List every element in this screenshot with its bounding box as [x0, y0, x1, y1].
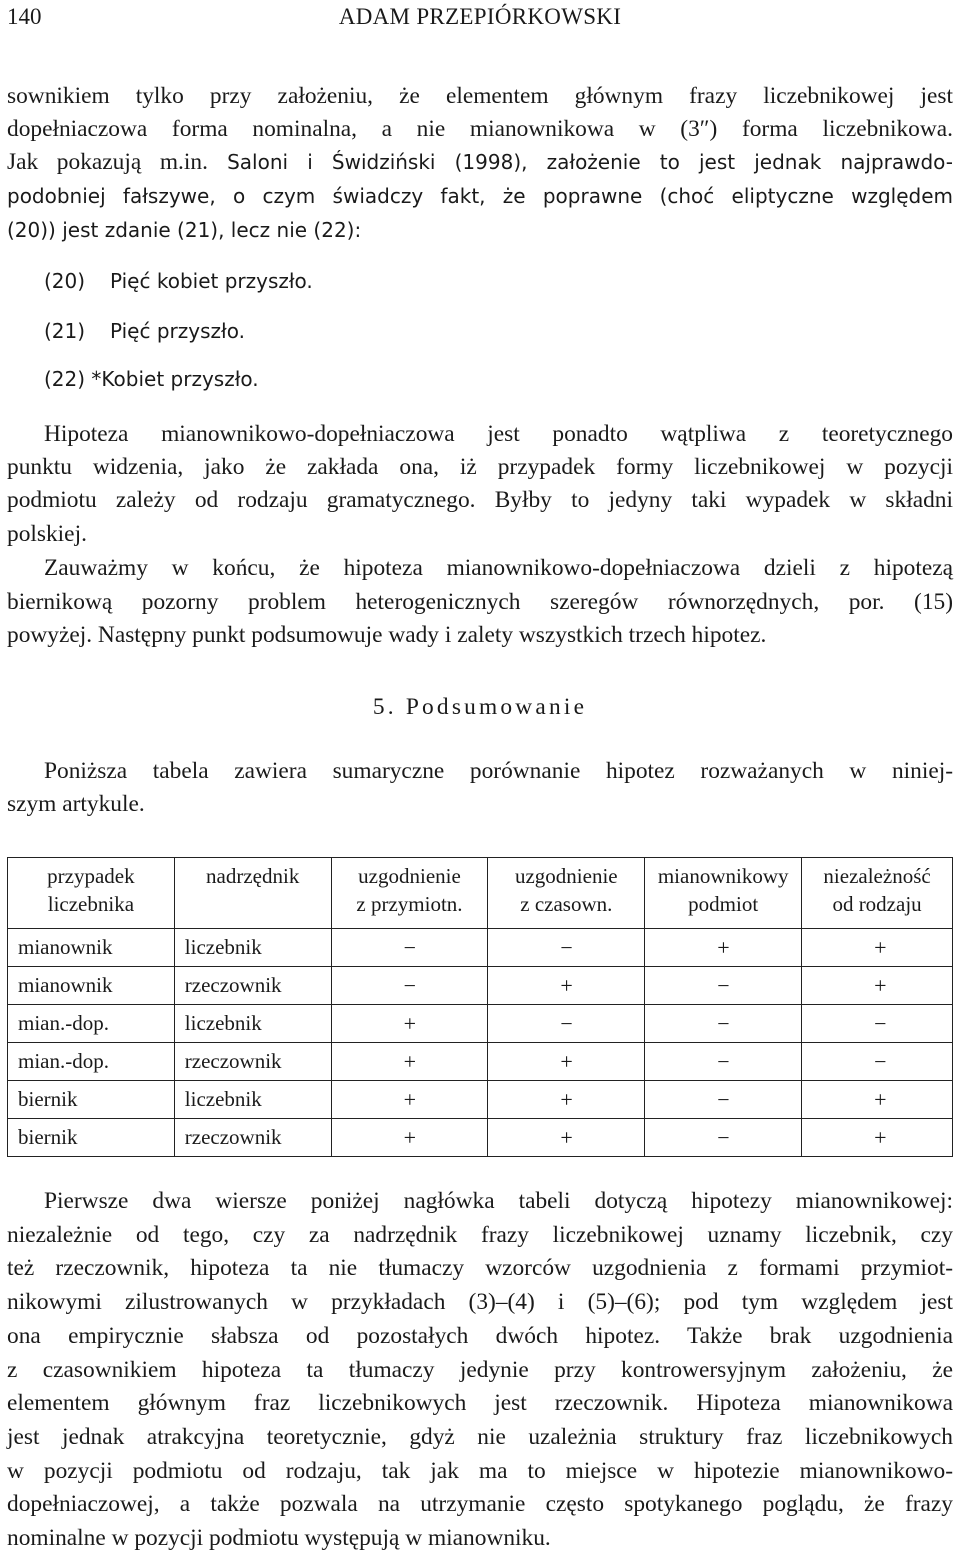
text-line: nikowymi zilustrowanych w przykładach (3)–(4) i (5)–(6); pod tym względem jest [7, 1289, 953, 1315]
running-title: ADAM PRZEPIÓRKOWSKI [338, 4, 622, 29]
table-row [8, 1005, 953, 1043]
table-row [8, 929, 953, 967]
example-text: Pięć kobiet przyszło. [110, 269, 313, 293]
text-line: elementem głównym fraz liczebnikowych jest rzeczownik. Hipoteza mianownikowa [7, 1390, 953, 1416]
text-line: punktu widzenia, jako że zakłada ona, iż przypadek formy liczebnikowej w pozycji [7, 454, 953, 480]
table-cell: − [645, 1081, 802, 1119]
text-line: powyżej. Następny punkt podsumowuje wady i zalety wszystkich trzech hipotez. [7, 622, 767, 648]
comparison-table [7, 857, 953, 1157]
table-cell: + [331, 1119, 488, 1157]
table-cell: mianownik [8, 967, 175, 1005]
header-cell: przypadek liczebnika [8, 858, 175, 929]
table-cell: rzeczownik [174, 1119, 331, 1157]
table-cell: + [331, 1043, 488, 1081]
table-cell: + [331, 1081, 488, 1119]
text-line: sownikiem tylko przy założeniu, że elementem głównym frazy liczebnikowej jest [7, 83, 953, 109]
example-number: (22) [44, 367, 86, 391]
table-row [8, 1043, 953, 1081]
text-line: polskiej. [7, 521, 87, 547]
header-cell: uzgodnienie z przymiotn. [331, 858, 488, 929]
example-number: (20) [44, 269, 86, 293]
text-line: dopełniaczowa forma nominalna, a nie mianownikowa w (3″) forma liczebnikowa. [7, 116, 953, 142]
header-cell: niezależność od rodzaju [802, 858, 953, 929]
header-cell: nadrzędnik [174, 858, 331, 929]
table-row [8, 1081, 953, 1119]
page-number: 140 [7, 4, 42, 29]
text-line: biernikową pozorny problem heterogenicznych szeregów równorzędnych, por. (15) [7, 589, 953, 615]
table-cell: + [802, 929, 953, 967]
page-header [7, 4, 953, 38]
text-line: też rzeczownik, hipoteza ta nie tłumaczy wzorców uzgodnienia z formami przymiot- [7, 1255, 953, 1281]
text-line: (20)) jest zdanie (21), lecz nie (22): [7, 218, 362, 242]
text-fragment: Saloni i Świdziński (1998), założenie to jest jednak najprawdo- [207, 150, 954, 174]
table-cell: liczebnik [174, 929, 331, 967]
table-cell: − [645, 1043, 802, 1081]
example-text: Pięć przyszło. [110, 319, 245, 343]
example-21 [44, 316, 245, 346]
text-line: ona empirycznie słabsza od pozostałych dwóch hipotez. Także brak uzgodnienia [7, 1323, 953, 1349]
text-line: z czasownikiem hipoteza ta tłumaczy jedynie przy kontrowersyjnym założeniu, że [7, 1357, 953, 1383]
table-cell: + [488, 967, 645, 1005]
table-cell: − [488, 1005, 645, 1043]
text-line: w pozycji podmiotu od rodzaju, tak jak ma to miejsce w hipotezie mianownikowo- [7, 1458, 953, 1484]
table-cell: mianownik [8, 929, 175, 967]
text-line: Hipoteza mianownikowo-dopełniaczowa jest ponadto wątpliwa z teoretycznego [44, 421, 953, 447]
table-cell: − [645, 967, 802, 1005]
text-line: Zauważmy w końcu, że hipoteza mianownikowo-dopełniaczowa dzieli z hipotezą [44, 555, 953, 581]
table-cell: − [645, 1119, 802, 1157]
table-cell: liczebnik [174, 1081, 331, 1119]
example-20 [44, 266, 313, 296]
table-cell: + [488, 1119, 645, 1157]
section-heading: 5. Podsumowanie [372, 694, 588, 720]
table-cell: − [802, 1043, 953, 1081]
table-cell: mian.-dop. [8, 1005, 175, 1043]
header-cell: mianownikowy podmiot [645, 858, 802, 929]
table-row [8, 967, 953, 1005]
table-cell: − [645, 1005, 802, 1043]
table-cell: rzeczownik [174, 1043, 331, 1081]
text-line: nominalne w pozycji podmiotu występują w mianowniku. [7, 1525, 551, 1551]
text-line: Poniższa tabela zawiera sumaryczne porównanie hipotez rozważanych w niniej- [44, 758, 953, 784]
table-cell: + [802, 967, 953, 1005]
text-line: jest jednak atrakcyjna teoretycznie, gdyż nie uzależnia struktury fraz liczebnikowych [7, 1424, 953, 1450]
table-cell: + [802, 1119, 953, 1157]
table-cell: + [802, 1081, 953, 1119]
header-cell: uzgodnienie z czasown. [488, 858, 645, 929]
text-line: niezależnie od tego, czy za nadrzędnik frazy liczebnikowej uznamy liczebnik, czy [7, 1222, 953, 1248]
table-cell: + [488, 1043, 645, 1081]
table-cell: − [331, 967, 488, 1005]
table-row [8, 1119, 953, 1157]
table-cell: + [645, 929, 802, 967]
text-line: dopełniaczowej, a także pozwala na utrzymanie często spotykanego poglądu, że frazy [7, 1491, 953, 1517]
text-line: podmiotu zależy od rodzaju gramatycznego. Byłby to jedyny taki wypadek w składni [7, 487, 953, 513]
text-line: Pierwsze dwa wiersze poniżej nagłówka tabeli dotyczą hipotezy mianownikowej: [44, 1188, 953, 1214]
table-cell: liczebnik [174, 1005, 331, 1043]
example-text: *Kobiet przyszło. [91, 367, 259, 391]
table-cell: rzeczownik [174, 967, 331, 1005]
table-cell: − [802, 1005, 953, 1043]
text-line: szym artykule. [7, 791, 145, 817]
table-cell: biernik [8, 1081, 175, 1119]
example-22 [44, 364, 259, 394]
table-cell: − [331, 929, 488, 967]
table-cell: − [488, 929, 645, 967]
table-cell: mian.-dop. [8, 1043, 175, 1081]
table-cell: biernik [8, 1119, 175, 1157]
example-number: (21) [44, 319, 86, 343]
table-header-row [8, 858, 953, 929]
table-cell: + [331, 1005, 488, 1043]
text-line: podobniej fałszywe, o czym świadczy fakt, że poprawne (choć eliptyczne względem [7, 184, 953, 208]
table-cell: + [488, 1081, 645, 1119]
text-fragment: Jak pokazują m.in. [7, 149, 208, 175]
text-line [7, 146, 953, 178]
